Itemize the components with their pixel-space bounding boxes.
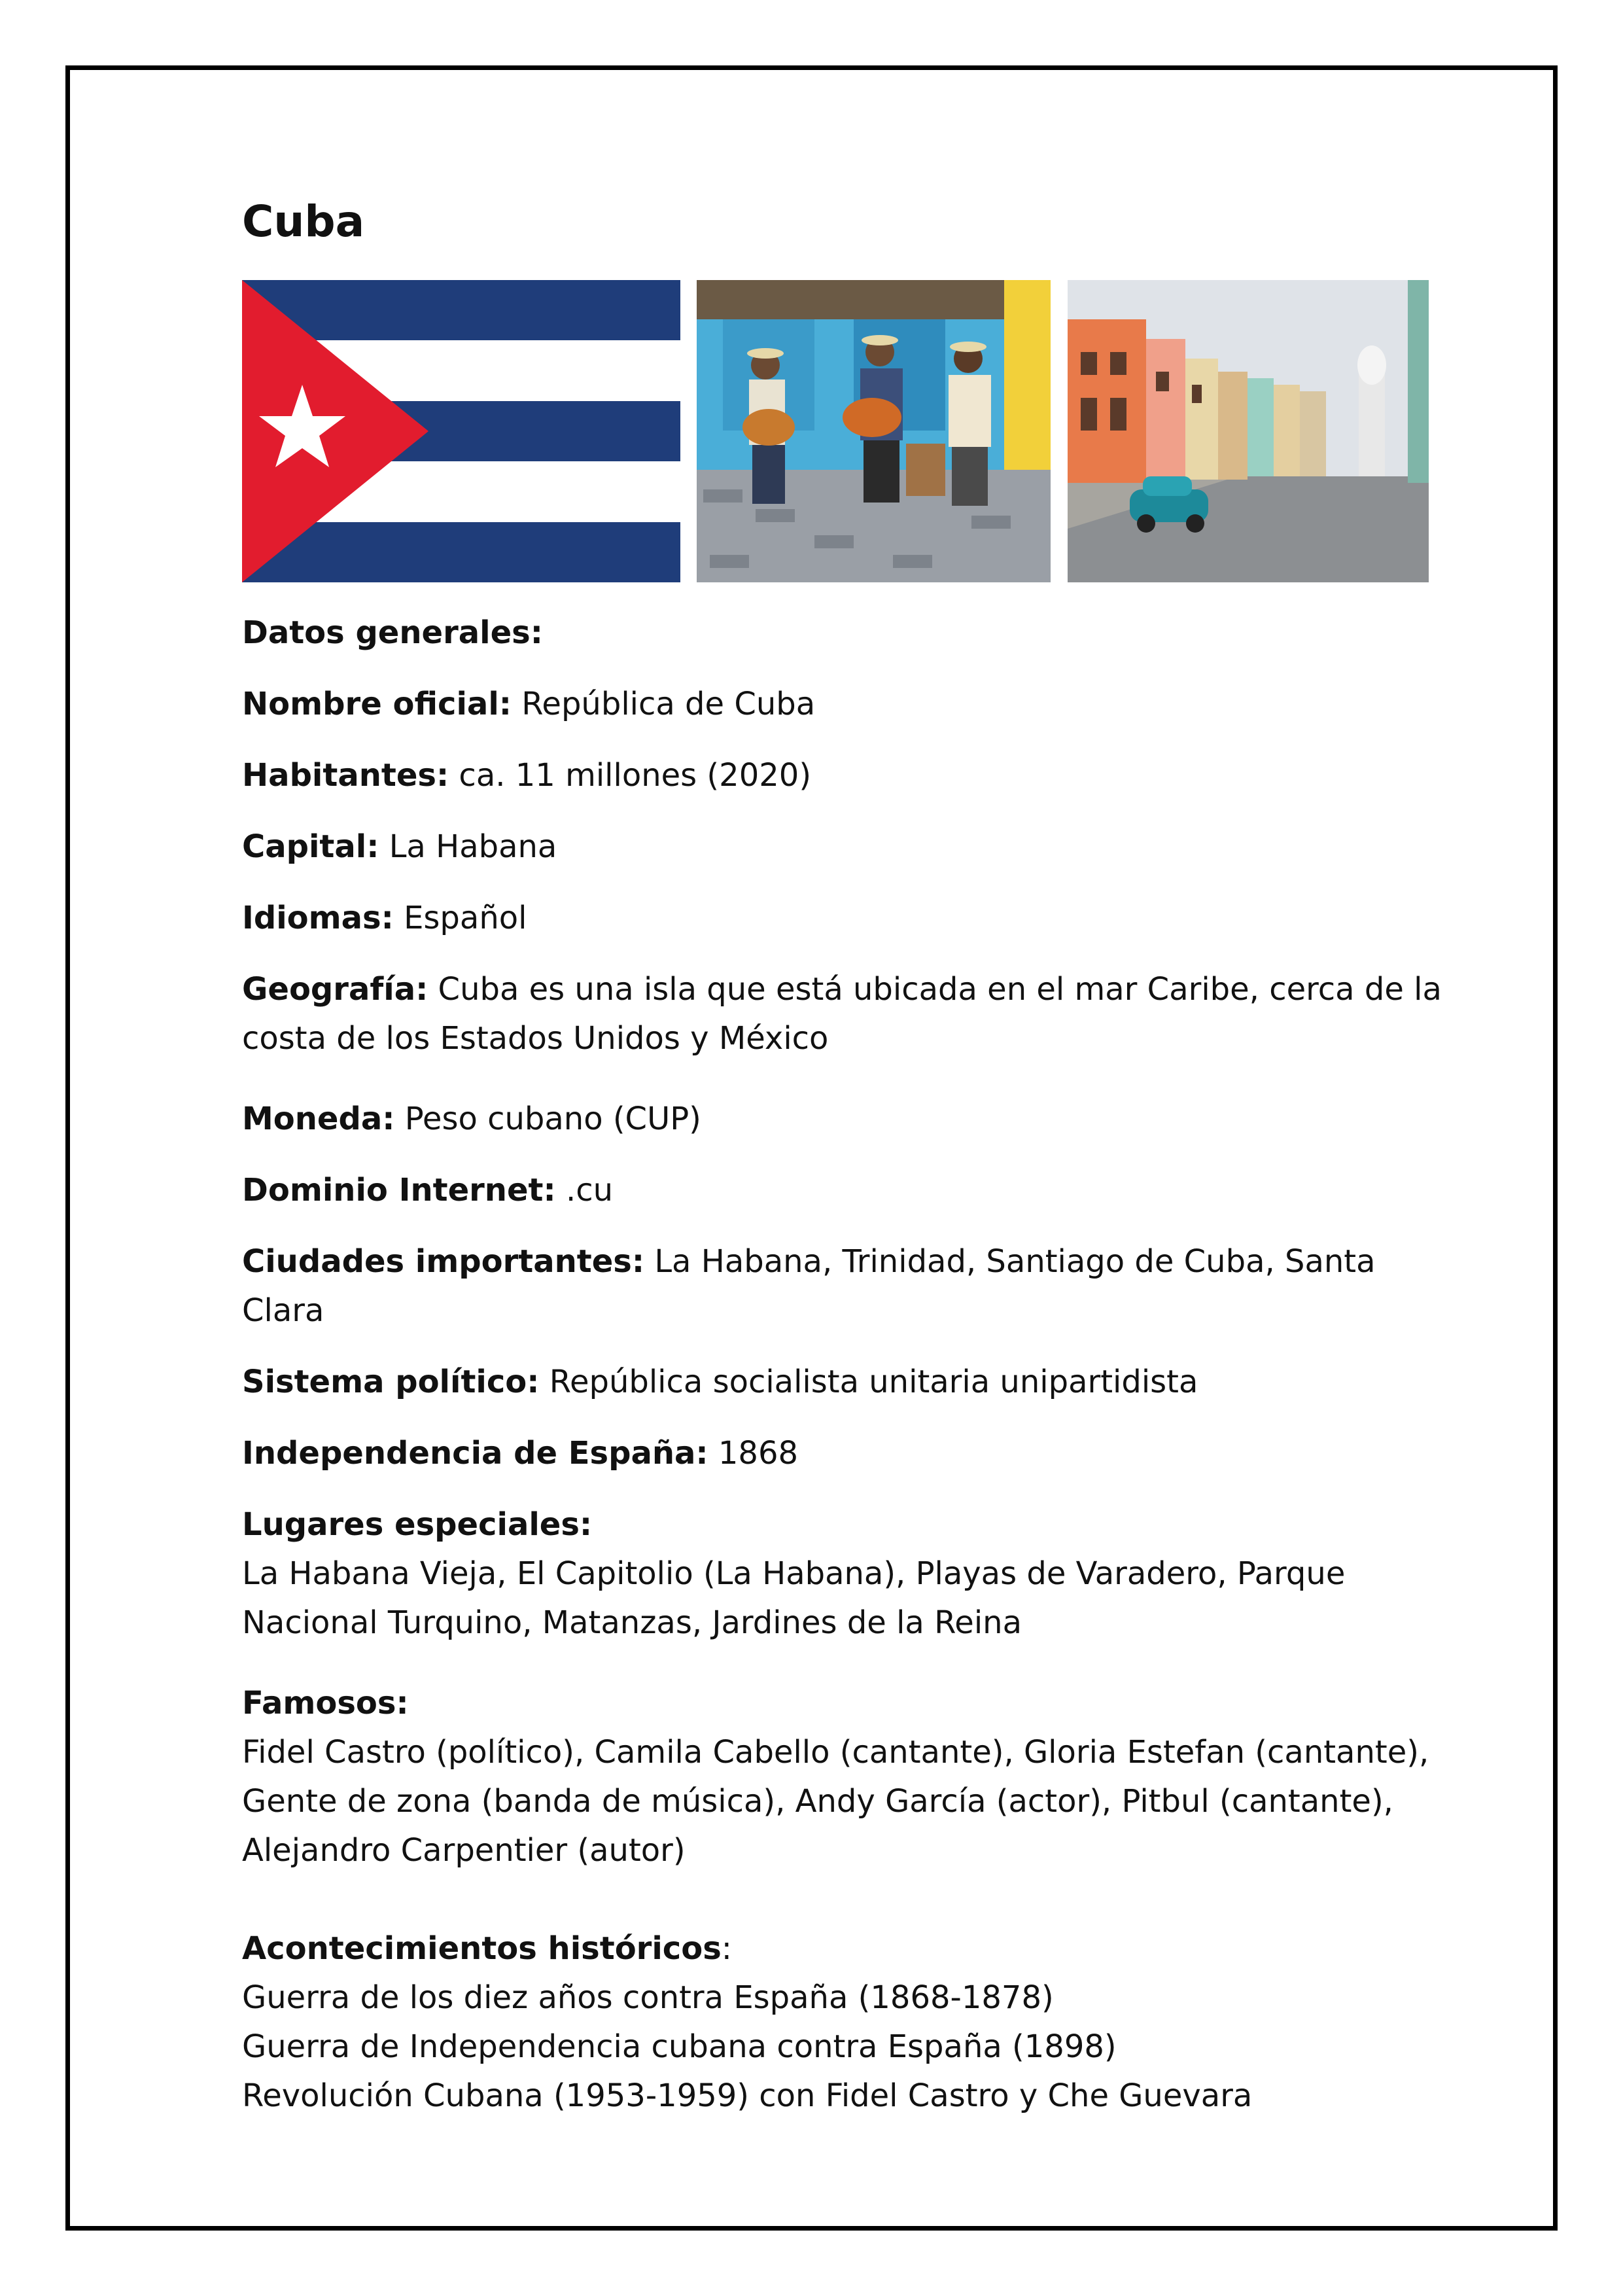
heading-colon: : <box>721 1930 732 1967</box>
field-label: Nombre oficial: <box>242 686 512 722</box>
field-label: Ciudades importantes: <box>242 1243 645 1280</box>
section-line: Fidel Castro (político), Camila Cabello (cantante), Gloria Estefan (cantante), <box>242 1734 1429 1771</box>
section-line: Nacional Turquino, Matanzas, Jardines de la Reina <box>242 1604 1022 1641</box>
field-nombre-oficial <box>242 680 1446 729</box>
section-lugares-especiales <box>242 1500 1446 1648</box>
section-heading: Lugares especiales: <box>242 1506 593 1543</box>
section-line: Revolución Cubana (1953-1959) con Fidel Castro y Che Guevara <box>242 2077 1253 2114</box>
field-label: Geografía: <box>242 971 428 1008</box>
field-value: La Habana, Trinidad, Santiago de Cuba, Santa Clara <box>242 1243 1376 1329</box>
section-acontecimientos <box>242 1924 1446 2121</box>
section-line: Alejandro Carpentier (autor) <box>242 1832 686 1869</box>
field-value: 1868 <box>718 1435 799 1472</box>
section-heading: Famosos: <box>242 1685 409 1722</box>
field-value: La Habana <box>389 828 557 865</box>
field-habitantes <box>242 751 1446 800</box>
field-moneda <box>242 1095 1446 1144</box>
page-title: Cuba <box>242 196 365 247</box>
section-line: La Habana Vieja, El Capitolio (La Habana), Playas de Varadero, Parque <box>242 1555 1346 1592</box>
section-famosos <box>242 1679 1446 1875</box>
field-value: ca. 11 millones (2020) <box>459 757 812 794</box>
cuba-flag-image <box>242 280 680 582</box>
field-dominio-internet <box>242 1166 1446 1215</box>
field-value: .cu <box>565 1172 614 1209</box>
field-label: Dominio Internet: <box>242 1172 556 1209</box>
field-independencia <box>242 1429 1446 1478</box>
musicians-photo <box>697 280 1051 582</box>
section-heading: Acontecimientos históricos <box>242 1930 722 1967</box>
field-label: Idiomas: <box>242 900 394 936</box>
havana-street-photo <box>1068 280 1429 582</box>
field-ciudades-importantes <box>242 1237 1446 1335</box>
country-facts <box>242 609 1446 2143</box>
field-label: Sistema político: <box>242 1364 540 1400</box>
field-geografia <box>242 965 1446 1063</box>
field-label: Moneda: <box>242 1101 395 1137</box>
field-value: República socialista unitaria unipartidista <box>549 1364 1198 1400</box>
field-idiomas <box>242 894 1446 943</box>
field-label: Capital: <box>242 828 379 865</box>
datos-generales-heading: Datos generales: <box>242 614 543 651</box>
field-capital <box>242 822 1446 872</box>
section-line: Guerra de Independencia cubana contra España (1898) <box>242 2028 1117 2065</box>
field-sistema-politico <box>242 1358 1446 1407</box>
field-value: República de Cuba <box>521 686 816 722</box>
section-line: Guerra de los diez años contra España (1868-1878) <box>242 1979 1054 2016</box>
field-value: Cuba es una isla que está ubicada en el mar Caribe, cerca de la costa de los Estados Unidos y México <box>242 971 1442 1057</box>
section-line: Gente de zona (banda de música), Andy García (actor), Pitbul (cantante), <box>242 1783 1393 1820</box>
field-value: Español <box>404 900 527 936</box>
field-value: Peso cubano (CUP) <box>404 1101 701 1137</box>
section-heading-line <box>242 1924 1446 1973</box>
field-label: Habitantes: <box>242 757 449 794</box>
field-label: Independencia de España: <box>242 1435 708 1472</box>
